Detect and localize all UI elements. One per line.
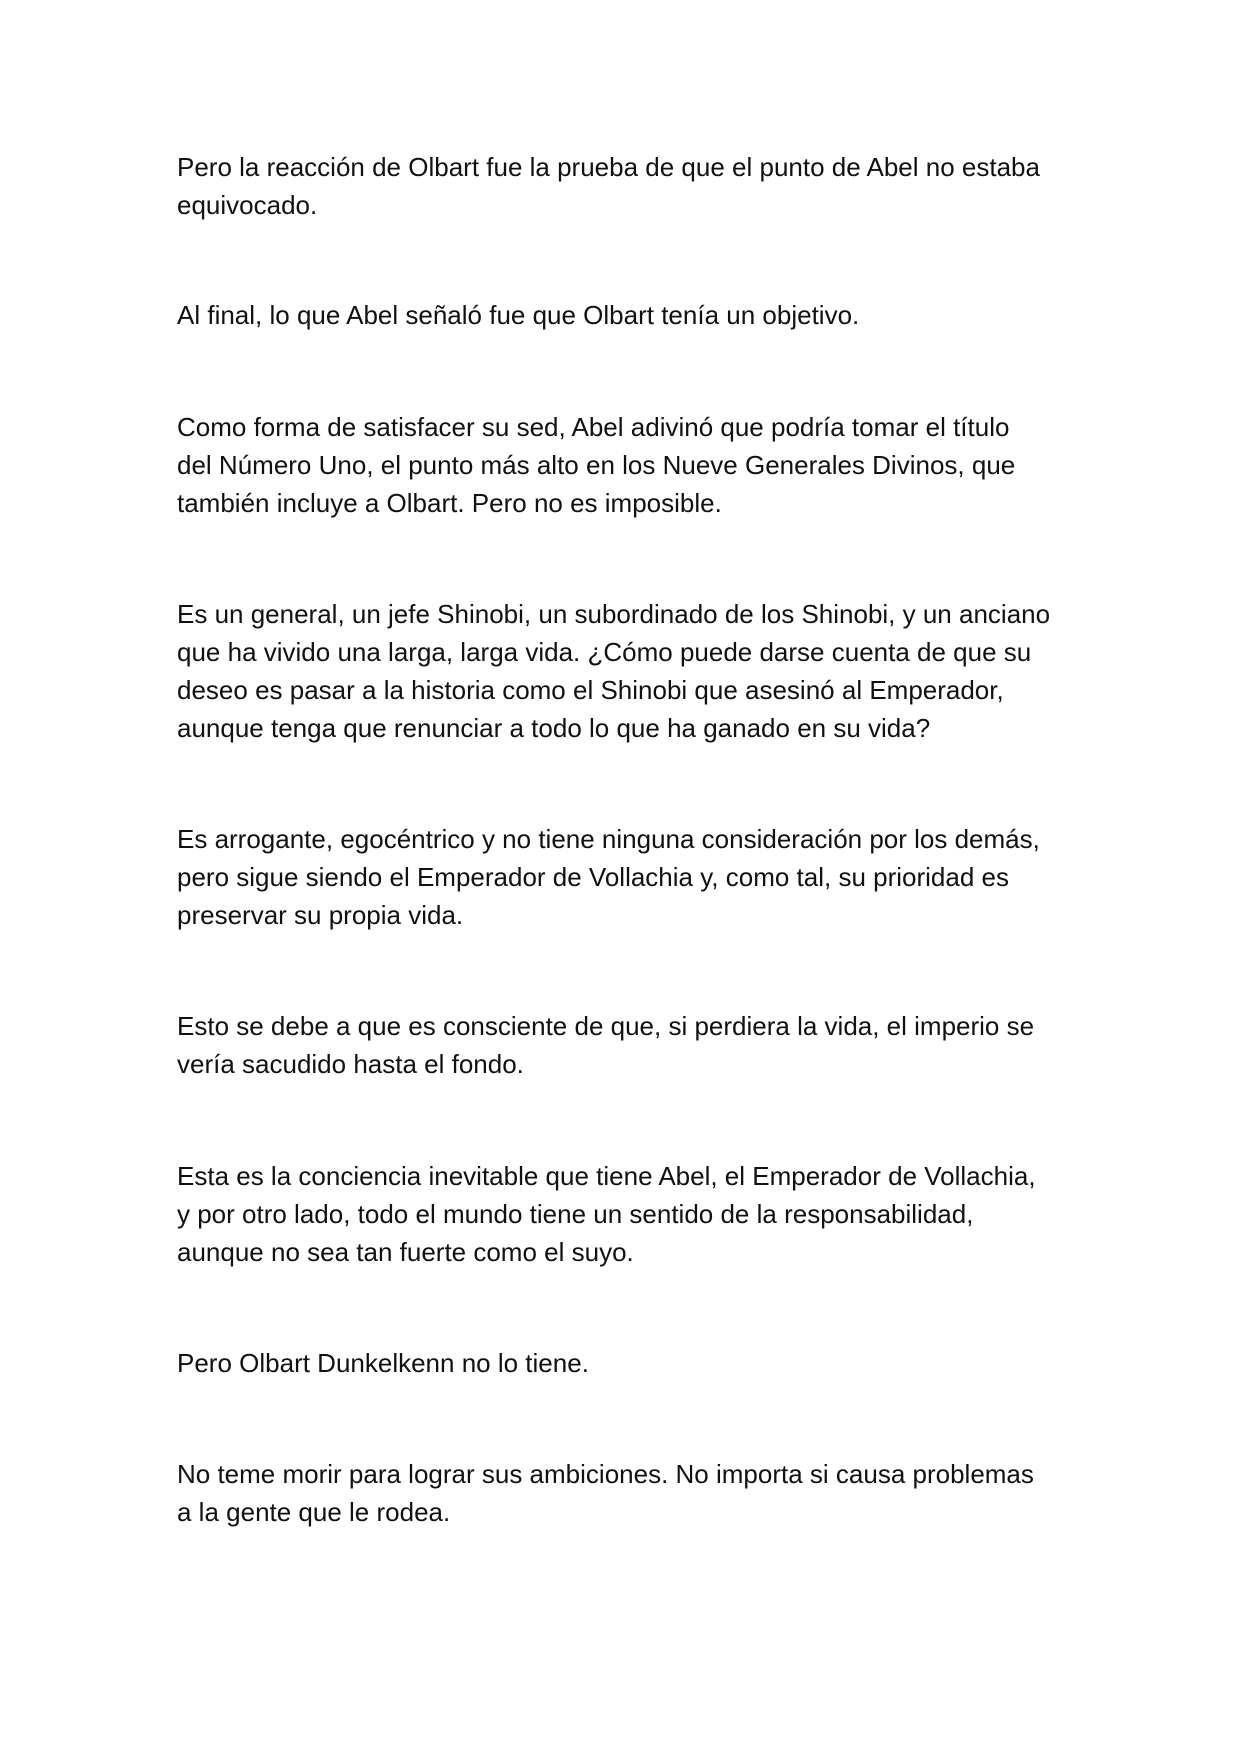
paragraph-8 <box>177 1344 1077 1382</box>
paragraph-1 <box>177 148 1077 224</box>
paragraph-line: deseo es pasar a la historia como el Shinobi que asesinó al Emperador, <box>177 675 1004 705</box>
paragraph-line: Pero la reacción de Olbart fue la prueba de que el punto de Abel no estaba <box>177 152 1040 182</box>
paragraph-4 <box>177 595 1077 747</box>
paragraph-line: aunque tenga que renunciar a todo lo que ha ganado en su vida? <box>177 713 931 743</box>
paragraph-line: Esto se debe a que es consciente de que, si perdiera la vida, el imperio se <box>177 1011 1035 1041</box>
paragraph-3 <box>177 408 1077 522</box>
paragraph-line: y por otro lado, todo el mundo tiene un sentido de la responsabilidad, <box>177 1199 974 1229</box>
paragraph-line: Pero Olbart Dunkelkenn no lo tiene. <box>177 1348 589 1378</box>
paragraph-line: Como forma de satisfacer su sed, Abel adivinó que podría tomar el título <box>177 412 1010 442</box>
paragraph-line: Es un general, un jefe Shinobi, un subordinado de los Shinobi, y un anciano <box>177 599 1051 629</box>
paragraph-line: vería sacudido hasta el fondo. <box>177 1049 524 1079</box>
paragraph-line: Esta es la conciencia inevitable que tiene Abel, el Emperador de Vollachia, <box>177 1161 1036 1191</box>
paragraph-2 <box>177 296 1077 334</box>
paragraph-line: equivocado. <box>177 190 318 220</box>
paragraph-line: aunque no sea tan fuerte como el suyo. <box>177 1237 634 1267</box>
paragraph-line: Al final, lo que Abel señaló fue que Olbart tenía un objetivo. <box>177 300 860 330</box>
paragraph-line: a la gente que le rodea. <box>177 1497 451 1527</box>
paragraph-6 <box>177 1007 1077 1083</box>
paragraph-line: del Número Uno, el punto más alto en los Nueve Generales Divinos, que <box>177 450 1016 480</box>
paragraph-line: que ha vivido una larga, larga vida. ¿Cómo puede darse cuenta de que su <box>177 637 1032 667</box>
paragraph-line: también incluye a Olbart. Pero no es imposible. <box>177 488 722 518</box>
paragraph-line: No teme morir para lograr sus ambiciones. No importa si causa problemas <box>177 1459 1034 1489</box>
paragraph-7 <box>177 1157 1077 1271</box>
paragraph-9 <box>177 1455 1077 1531</box>
paragraph-5 <box>177 820 1077 934</box>
paragraph-line: preservar su propia vida. <box>177 900 464 930</box>
paragraph-line: pero sigue siendo el Emperador de Vollachia y, como tal, su prioridad es <box>177 862 1009 892</box>
paragraph-line: Es arrogante, egocéntrico y no tiene ninguna consideración por los demás, <box>177 824 1040 854</box>
